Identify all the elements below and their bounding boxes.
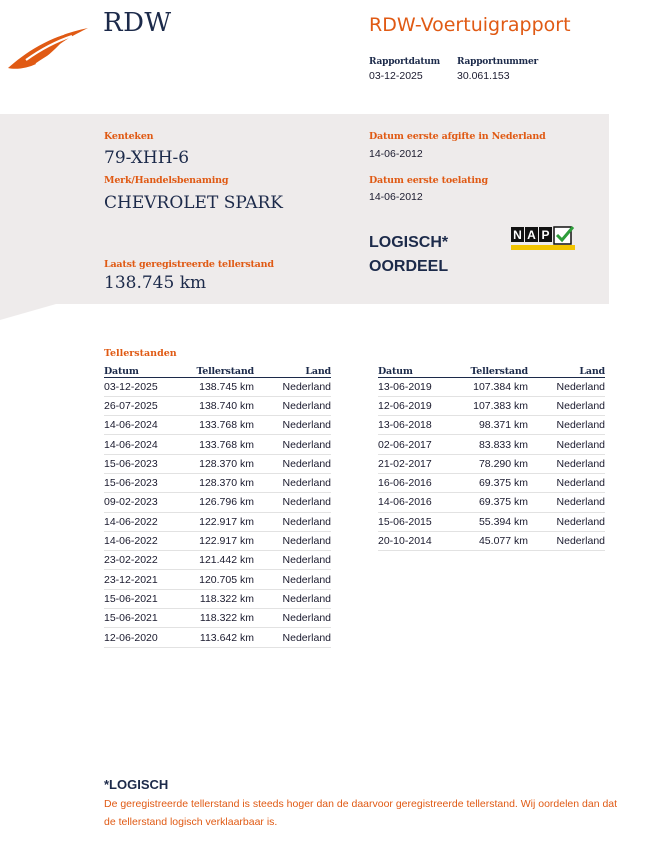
reading-value: 133.768 km <box>194 416 254 435</box>
nap-check-icon <box>510 226 576 252</box>
reading-date: 15-06-2023 <box>104 473 194 492</box>
reading-value: 133.768 km <box>194 435 254 454</box>
table-row <box>104 396 331 415</box>
verdict-line-1: LOGISCH* <box>369 234 449 251</box>
reading-value: 69.375 km <box>468 493 528 512</box>
table-row <box>378 396 605 415</box>
column-header-country: Land <box>254 363 331 377</box>
reading-date: 12-06-2020 <box>104 628 194 647</box>
reading-value: 121.442 km <box>194 551 254 570</box>
table-row <box>378 416 605 435</box>
reading-country: Nederland <box>254 551 331 570</box>
reading-date: 14-06-2022 <box>104 512 194 531</box>
report-number-block <box>457 57 538 82</box>
reading-value: 78.290 km <box>468 454 528 473</box>
reading-date: 14-06-2024 <box>104 416 194 435</box>
table-row <box>104 609 331 628</box>
reading-country: Nederland <box>254 512 331 531</box>
brand-name: RDW <box>103 8 172 38</box>
reading-date: 15-06-2015 <box>378 512 468 531</box>
reading-country: Nederland <box>528 531 605 550</box>
svg-text:A: A <box>527 228 536 242</box>
readings-section-title: Tellerstanden <box>104 348 177 359</box>
table-row <box>378 531 605 550</box>
reading-date: 16-06-2016 <box>378 473 468 492</box>
reading-date: 03-12-2025 <box>104 377 194 396</box>
reading-value: 69.375 km <box>468 473 528 492</box>
table-row <box>104 551 331 570</box>
footnote-text: De geregistreerde tellerstand is steeds hoger dan de daarvoor geregistreerde tellerstand. Wij oordelen dan dat de tellerstand logisch verklaarbaar is. <box>104 798 618 828</box>
verdict <box>369 231 448 279</box>
table-row <box>104 454 331 473</box>
reading-country: Nederland <box>254 416 331 435</box>
first-issue-value: 14-06-2012 <box>369 148 423 160</box>
reading-country: Nederland <box>254 454 331 473</box>
first-issue-label: Datum eerste afgifte in Nederland <box>369 131 546 142</box>
reading-country: Nederland <box>254 473 331 492</box>
first-admission-label: Datum eerste toelating <box>369 175 488 186</box>
report-number-label: Rapportnummer <box>457 57 539 67</box>
reading-country: Nederland <box>254 493 331 512</box>
reading-country: Nederland <box>528 473 605 492</box>
report-number-value: 30.061.153 <box>457 70 510 82</box>
reading-date: 14-06-2022 <box>104 531 194 550</box>
reading-value: 107.384 km <box>468 377 528 396</box>
table-row <box>378 377 605 396</box>
table-row <box>104 435 331 454</box>
reading-date: 13-06-2019 <box>378 377 468 396</box>
table-row <box>378 512 605 531</box>
reading-value: 122.917 km <box>194 512 254 531</box>
odometer-value: 138.745 km <box>104 273 207 293</box>
reading-country: Nederland <box>528 493 605 512</box>
plate-label: Kenteken <box>104 131 154 142</box>
table-row <box>104 473 331 492</box>
reading-country: Nederland <box>528 454 605 473</box>
reading-country: Nederland <box>254 435 331 454</box>
table-row <box>104 512 331 531</box>
reading-country: Nederland <box>254 589 331 608</box>
reading-country: Nederland <box>254 570 331 589</box>
make-value: CHEVROLET SPARK <box>104 193 283 213</box>
table-row <box>104 377 331 396</box>
table-row <box>104 628 331 647</box>
reading-value: 45.077 km <box>468 531 528 550</box>
table-row <box>104 493 331 512</box>
column-header-reading: Tellerstand <box>468 363 528 377</box>
table-row <box>104 570 331 589</box>
reading-date: 14-06-2016 <box>378 493 468 512</box>
table-row <box>104 531 331 550</box>
reading-country: Nederland <box>528 435 605 454</box>
reading-date: 02-06-2017 <box>378 435 468 454</box>
plate-value: 79-XHH-6 <box>104 148 190 168</box>
reading-country: Nederland <box>254 531 331 550</box>
table-header-row <box>104 363 331 377</box>
table-header-row <box>378 363 605 377</box>
report-date-value: 03-12-2025 <box>369 70 423 82</box>
band-notch <box>0 304 56 320</box>
readings-table-right <box>378 363 605 551</box>
rdw-logo-icon <box>6 24 90 70</box>
reading-country: Nederland <box>254 609 331 628</box>
svg-text:P: P <box>541 228 550 242</box>
report-date-block <box>369 57 440 82</box>
reading-country: Nederland <box>528 377 605 396</box>
reading-country: Nederland <box>528 396 605 415</box>
svg-text:N: N <box>513 228 522 242</box>
footnote-title: *LOGISCH <box>104 777 169 792</box>
table-row <box>378 454 605 473</box>
column-header-reading: Tellerstand <box>194 363 254 377</box>
reading-country: Nederland <box>528 512 605 531</box>
reading-value: 118.322 km <box>194 589 254 608</box>
reading-country: Nederland <box>254 628 331 647</box>
reading-date: 23-12-2021 <box>104 570 194 589</box>
table-row <box>378 493 605 512</box>
reading-date: 21-02-2017 <box>378 454 468 473</box>
reading-value: 113.642 km <box>194 628 254 647</box>
reading-country: Nederland <box>528 416 605 435</box>
verdict-line-2: OORDEEL <box>369 258 449 275</box>
reading-value: 138.745 km <box>194 377 254 396</box>
reading-value: 83.833 km <box>468 435 528 454</box>
readings-table-left <box>104 363 331 648</box>
reading-date: 20-10-2014 <box>378 531 468 550</box>
reading-date: 15-06-2021 <box>104 589 194 608</box>
reading-date: 23-02-2022 <box>104 551 194 570</box>
table-row <box>378 473 605 492</box>
reading-date: 09-02-2023 <box>104 493 194 512</box>
first-admission-value: 14-06-2012 <box>369 191 423 203</box>
reading-value: 55.394 km <box>468 512 528 531</box>
reading-date: 15-06-2023 <box>104 454 194 473</box>
report-title: RDW-Voertuigrapport <box>369 14 571 36</box>
odometer-label: Laatst geregistreerde tellerstand <box>104 259 274 270</box>
vehicle-summary-band <box>0 114 609 304</box>
reading-date: 13-06-2018 <box>378 416 468 435</box>
reading-date: 26-07-2025 <box>104 396 194 415</box>
table-row <box>104 589 331 608</box>
make-label: Merk/Handelsbenaming <box>104 175 229 186</box>
report-date-label: Rapportdatum <box>369 57 440 67</box>
reading-value: 118.322 km <box>194 609 254 628</box>
reading-date: 15-06-2021 <box>104 609 194 628</box>
reading-value: 120.705 km <box>194 570 254 589</box>
reading-value: 128.370 km <box>194 473 254 492</box>
reading-value: 138.740 km <box>194 396 254 415</box>
table-row <box>378 435 605 454</box>
reading-value: 122.917 km <box>194 531 254 550</box>
reading-value: 98.371 km <box>468 416 528 435</box>
reading-country: Nederland <box>254 396 331 415</box>
table-row <box>104 416 331 435</box>
reading-value: 126.796 km <box>194 493 254 512</box>
reading-date: 12-06-2019 <box>378 396 468 415</box>
column-header-country: Land <box>528 363 605 377</box>
column-header-date: Datum <box>104 363 194 377</box>
reading-date: 14-06-2024 <box>104 435 194 454</box>
reading-country: Nederland <box>254 377 331 396</box>
column-header-date: Datum <box>378 363 468 377</box>
reading-value: 107.383 km <box>468 396 528 415</box>
reading-value: 128.370 km <box>194 454 254 473</box>
